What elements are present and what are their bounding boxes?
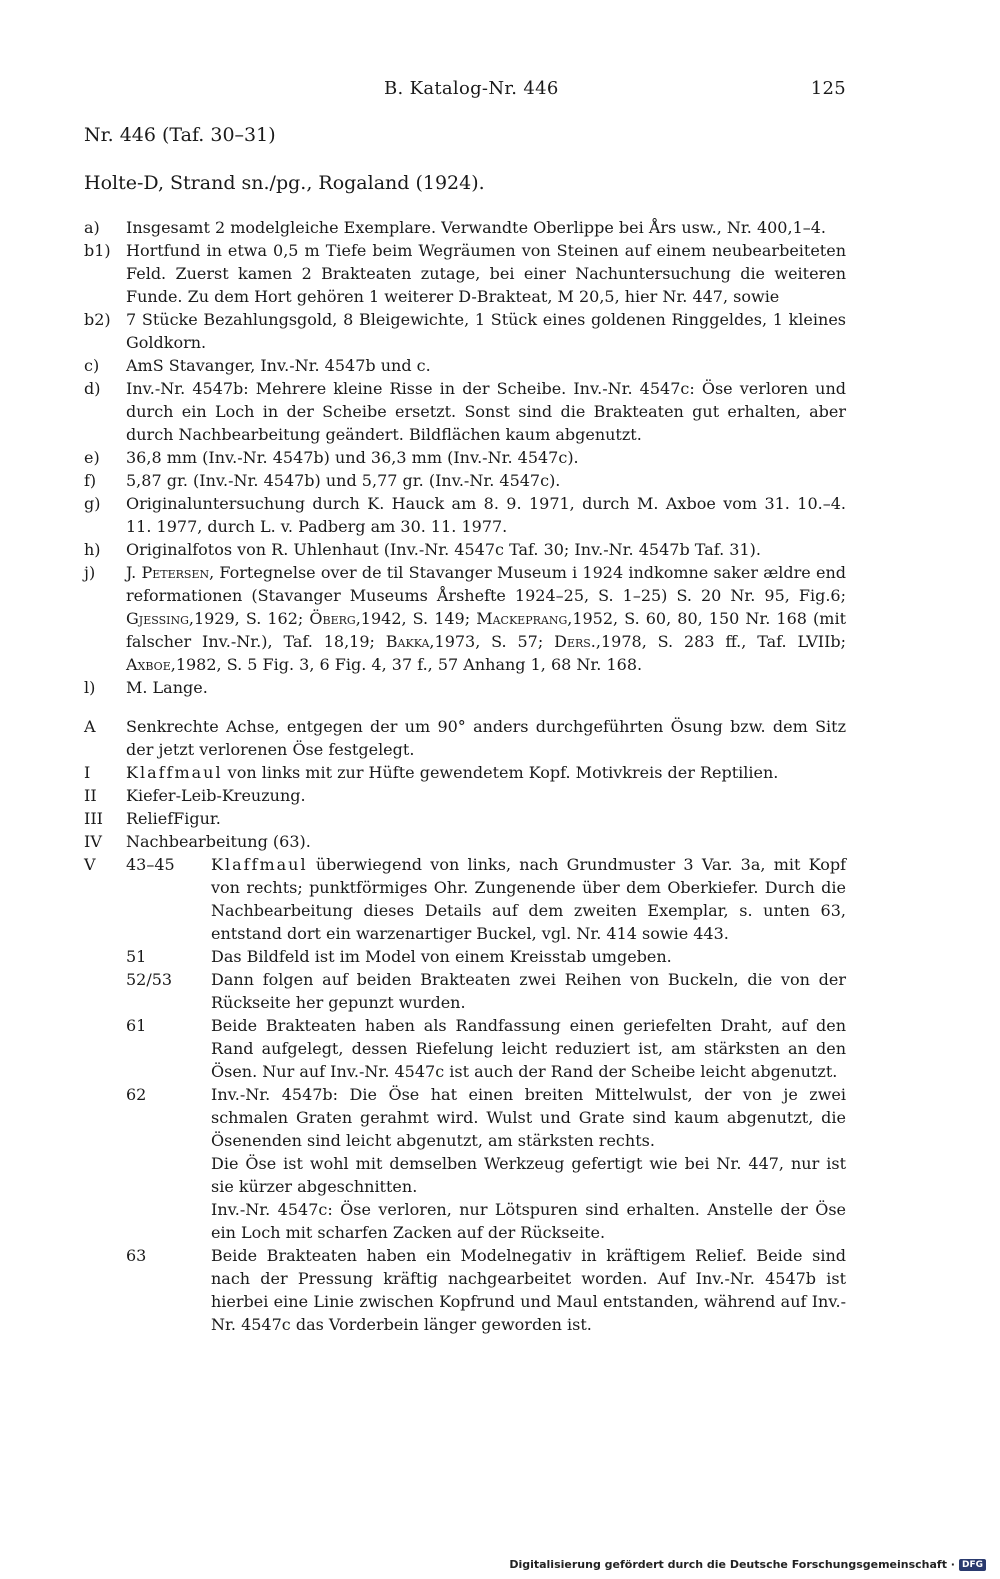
- entry-c: [84, 354, 846, 377]
- entry-label: f): [84, 471, 97, 490]
- entry-label: d): [84, 379, 101, 398]
- citation-text: ,1929, S. 162;: [188, 609, 310, 628]
- entry-text: Hortfund in etwa 0,5 m Tiefe beim Wegräumen von Steinen auf einem neubearbeiteten Feld. Zuerst kamen 2 Brakteaten zutage, bei einer Nachuntersuchung die weiteren Funde. Zu dem Hort gehören 1 weiterer D-Brakteat, M 20,5, hier Nr. 447, sowie: [126, 241, 846, 306]
- find-location-title: Holte-D, Strand sn./pg., Rogaland (1924).: [84, 172, 485, 194]
- entry-text: ReliefFigur.: [126, 809, 221, 828]
- entry-d: [84, 377, 846, 446]
- entry-V-51: [84, 945, 846, 968]
- entry-label: b1): [84, 241, 111, 260]
- entry-V-43-45: [84, 853, 846, 945]
- detail-number: 62: [126, 1085, 147, 1104]
- citation-text: ,1952, S. 60, 80, 150 Nr. 168 (mit falscher Inv.-Nr.), Taf. 18,19;: [126, 609, 846, 651]
- citation-text: ,1982, S. 5 Fig. 3, 6 Fig. 4, 37 f., 57 Anhang 1, 68 Nr. 168.: [170, 655, 643, 674]
- entry-label: c): [84, 356, 100, 375]
- entry-text: Originaluntersuchung durch K. Hauck am 8. 9. 1971, durch M. Axboe vom 31. 10.–4. 11. 1977, durch L. v. Padberg am 30. 11. 1977.: [126, 494, 846, 536]
- citation-text: , Fortegnelse over de til Stavanger Museum i 1924 indkomne saker ældre end reformationen (Stavanger Museums Årshefte 1924–25, S. 1–25) S. 20 Nr. 95, Fig.6;: [126, 563, 846, 605]
- author-bakka: Bakka: [385, 632, 430, 651]
- entry-text: AmS Stavanger, Inv.-Nr. 4547b und c.: [126, 356, 431, 375]
- entry-label: b2): [84, 310, 111, 329]
- entry-b2: [84, 308, 846, 354]
- entry-A: [84, 715, 846, 761]
- entry-b1: [84, 239, 846, 308]
- entry-label: a): [84, 218, 100, 237]
- author-oberg: Öberg: [309, 609, 356, 628]
- entry-h: [84, 538, 846, 561]
- entry-f: [84, 469, 846, 492]
- entry-IV: [84, 830, 846, 853]
- footer-text: Digitalisierung gefördert durch die Deutsche Forschungsgemeinschaft ·: [509, 1558, 955, 1571]
- section-gap: [84, 699, 846, 715]
- citation-text: ,1942, S. 149;: [355, 609, 477, 628]
- entry-III: [84, 807, 846, 830]
- entry-text: [126, 761, 846, 784]
- entry-text: M. Lange.: [126, 678, 208, 697]
- entry-text: Senkrechte Achse, entgegen der um 90° anders durchgeführten Ösung bzw. dem Sitz der jetzt verlorenen Öse festgelegt.: [126, 717, 846, 759]
- entry-V-62: [84, 1083, 846, 1152]
- citation-text: ,1978, S. 283 ff., Taf. LVIIb;: [595, 632, 847, 651]
- entry-label: g): [84, 494, 101, 513]
- spaced-term: Klaffmaul: [211, 855, 308, 874]
- entry-text: 36,8 mm (Inv.-Nr. 4547b) und 36,3 mm (Inv.-Nr. 4547c).: [126, 448, 579, 467]
- entry-label: I: [84, 763, 91, 782]
- author-axboe: Axboe: [126, 655, 171, 674]
- entry-label: III: [84, 809, 103, 828]
- entry-l: [84, 676, 846, 699]
- entry-text: Kiefer-Leib-Kreuzung.: [126, 786, 306, 805]
- detail-number: 61: [126, 1016, 147, 1035]
- entry-a: [84, 216, 846, 239]
- entry-text: 7 Stücke Bezahlungsgold, 8 Bleigewichte, 1 Stück eines goldenen Ringgeldes, 1 kleines Goldkorn.: [126, 310, 846, 352]
- detail-number: 51: [126, 947, 147, 966]
- author-mackeprang: Mackeprang: [476, 609, 568, 628]
- entry-e: [84, 446, 846, 469]
- entry-text: 5,87 gr. (Inv.-Nr. 4547b) und 5,77 gr. (Inv.-Nr. 4547c).: [126, 471, 561, 490]
- entry-text-rest: von links mit zur Hüfte gewendetem Kopf. Motivkreis der Reptilien.: [222, 763, 779, 782]
- dfg-logo: DFG: [959, 1559, 986, 1571]
- author-gjessing: Gjessing: [126, 609, 189, 628]
- entry-V-62-cont2: [84, 1198, 846, 1244]
- entry-text: [126, 561, 846, 676]
- author-petersen: J. Petersen: [126, 563, 210, 582]
- running-title: B. Katalog-Nr. 446: [384, 78, 559, 99]
- entry-V-62-cont1: [84, 1152, 846, 1198]
- entry-text: Insgesamt 2 modelgleiche Exemplare. Verwandte Oberlippe bei Års usw., Nr. 400,1–4.: [126, 218, 827, 237]
- detail-text-rest: überwiegend von links, nach Grundmuster 3 Var. 3a, mit Kopf von rechts; punktförmiges Ohr. Zungenende über dem Oberkiefer. Durch die Nachbearbeitung dieses Details auf dem zweiten Exemplar, s. unten 63, entstand dort ein warzenartiger Buckel, vgl. Nr. 414 sowie 443.: [211, 855, 846, 943]
- page-number: 125: [810, 78, 846, 99]
- detail-text: Dann folgen auf beiden Brakteaten zwei Reihen von Buckeln, die von der Rückseite her gepunzt wurden.: [211, 970, 846, 1012]
- entry-V-61: [84, 1014, 846, 1083]
- entry-label: IV: [84, 832, 102, 851]
- entry-label: j): [84, 563, 96, 582]
- entry-j-bibliography: [84, 561, 846, 676]
- detail-text: Die Öse ist wohl mit demselben Werkzeug gefertigt wie bei Nr. 447, nur ist sie kürzer abgeschnitten.: [211, 1154, 846, 1196]
- detail-text: Das Bildfeld ist im Model von einem Kreisstab umgeben.: [211, 947, 672, 966]
- entry-V-52-53: [84, 968, 846, 1014]
- detail-number: 52/53: [126, 970, 173, 989]
- detail-number: 43–45: [126, 855, 175, 874]
- detail-number: 63: [126, 1246, 147, 1265]
- entry-label: e): [84, 448, 100, 467]
- citation-text: ,1973, S. 57;: [429, 632, 555, 651]
- entry-I: [84, 761, 846, 784]
- digitization-footer: [509, 1558, 986, 1571]
- detail-text: Inv.-Nr. 4547b: Die Öse hat einen breiten Mittelwulst, der von je zwei schmalen Graten gerahmt wird. Wulst und Grate sind kaum abgenutzt, die Ösenenden sind leicht abgenutzt, am stärksten rechts.: [211, 1085, 846, 1150]
- detail-text: [211, 853, 846, 945]
- catalog-body: [84, 216, 846, 1336]
- entry-text: Inv.-Nr. 4547b: Mehrere kleine Risse in der Scheibe. Inv.-Nr. 4547c: Öse verloren und durch ein Loch in der Scheibe ersetzt. Sonst sind die Brakteaten gut erhalten, aber durch Nachbearbeitung geändert. Bildflächen kaum abgenutzt.: [126, 379, 846, 444]
- entry-g: [84, 492, 846, 538]
- entry-label: II: [84, 786, 97, 805]
- detail-text: Beide Brakteaten haben als Randfassung einen geriefelten Draht, auf den Rand aufgelegt, dessen Riefelung leicht reduziert ist, am stärksten an den Ösen. Nur auf Inv.-Nr. 4547c ist auch der Rand der Scheibe leicht abgenutzt.: [211, 1016, 846, 1081]
- entry-text: Nachbearbeitung (63).: [126, 832, 311, 851]
- detail-text: Beide Brakteaten haben ein Modelnegativ in kräftigem Relief. Beide sind nach der Pressung kräftig nachgearbeitet worden. Auf Inv.-Nr. 4547b ist hierbei eine Linie zwischen Kopfrund und Maul entstanden, während auf Inv.-Nr. 4547c das Vorderbein länger geworden ist.: [211, 1246, 846, 1334]
- detail-text: Inv.-Nr. 4547c: Öse verloren, nur Lötspuren sind erhalten. Anstelle der Öse ein Loch mit scharfen Zacken auf der Rückseite.: [211, 1200, 846, 1242]
- entry-label: A: [84, 717, 96, 736]
- page-header: [84, 78, 846, 104]
- entry-text: Originalfotos von R. Uhlenhaut (Inv.-Nr. 4547c Taf. 30; Inv.-Nr. 4547b Taf. 31).: [126, 540, 761, 559]
- spaced-term: Klaffmaul: [126, 763, 223, 782]
- entry-V-63: [84, 1244, 846, 1336]
- entry-label: V: [84, 855, 96, 874]
- entry-label: h): [84, 540, 101, 559]
- author-ders: Ders.: [554, 632, 596, 651]
- catalog-number-title: Nr. 446 (Taf. 30–31): [84, 124, 276, 146]
- entry-II: [84, 784, 846, 807]
- entry-label: l): [84, 678, 96, 697]
